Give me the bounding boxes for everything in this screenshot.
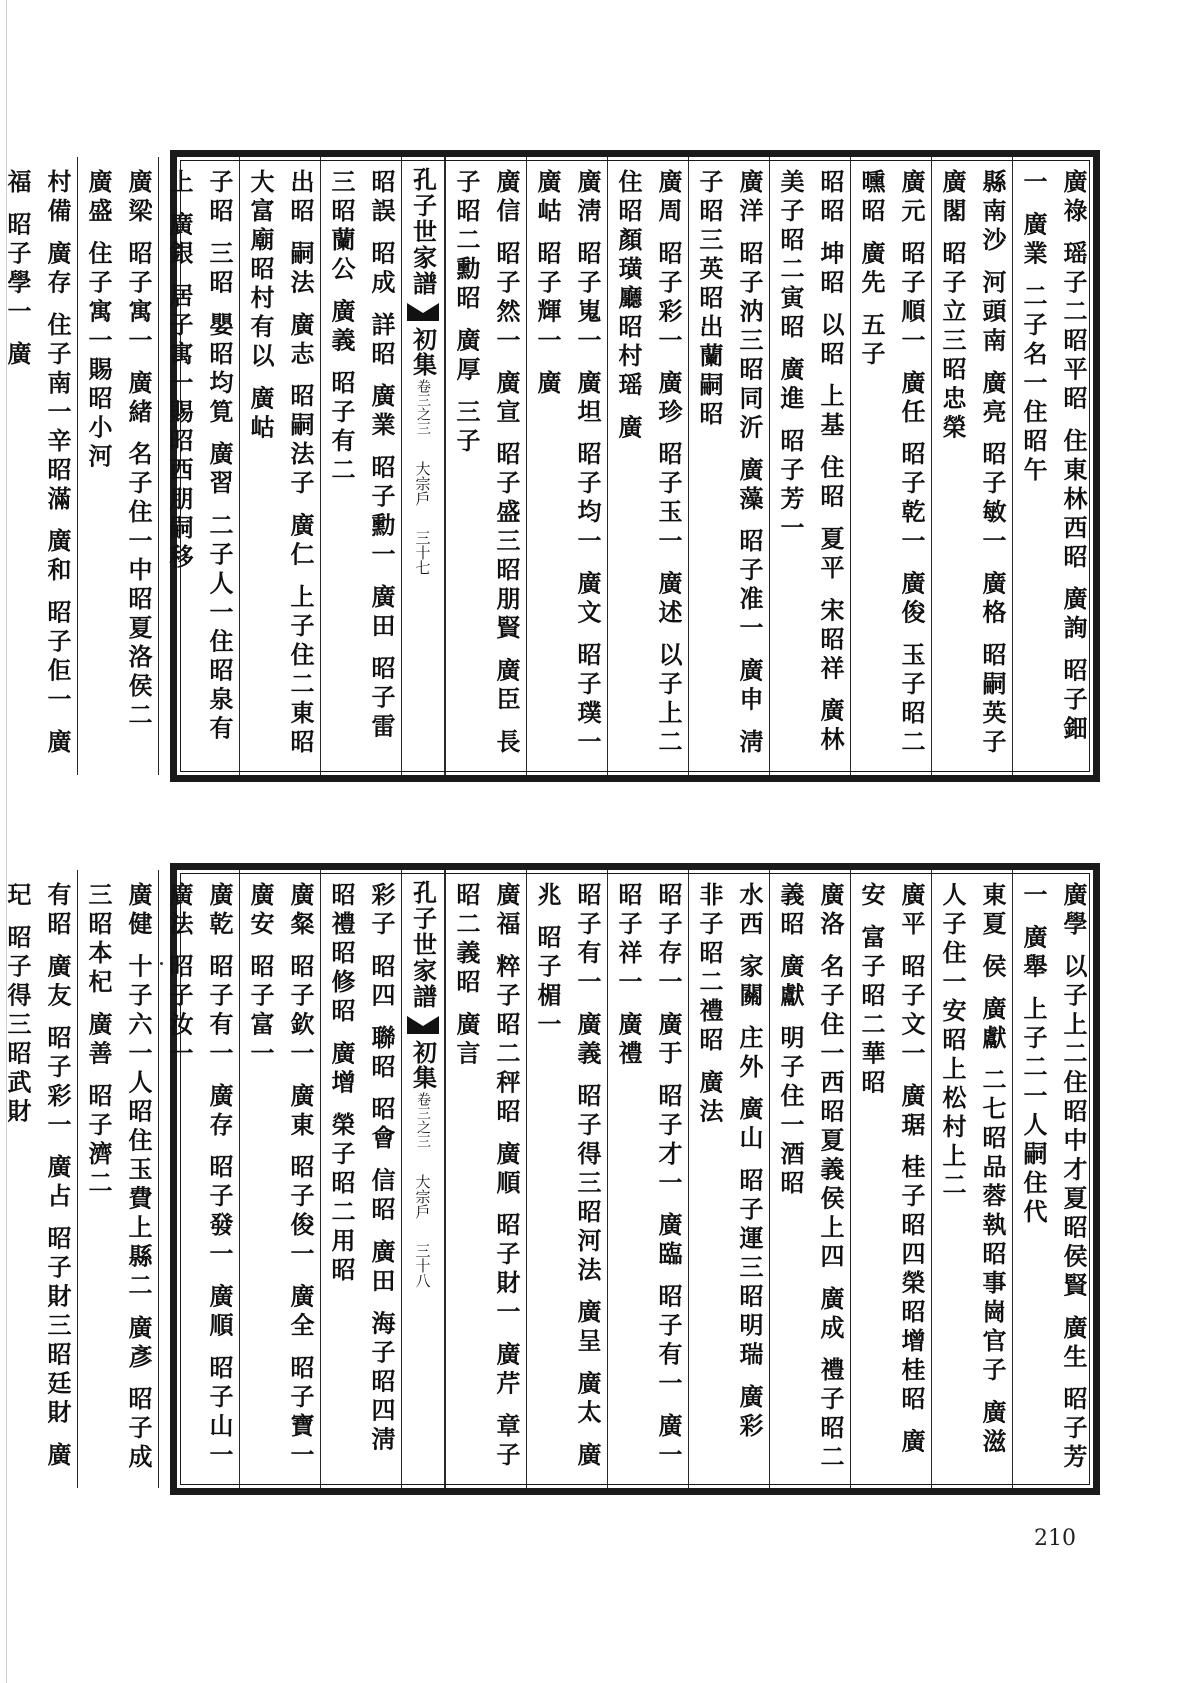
text-column bbox=[526, 157, 607, 775]
column-text: 廣淸 昭子嵬一 廣坦 昭子均一 廣文 昭子璞一 廣岵 昭子輝一 廣 bbox=[533, 169, 602, 772]
leaf-number: 三十八 bbox=[413, 1243, 432, 1288]
column-text: 廣學 以子上二住昭中才夏昭侯賢 廣生 昭子芳一 廣舉 上子二一人嗣住代 bbox=[1019, 882, 1088, 1474]
text-column bbox=[931, 157, 1012, 775]
column-text: 廣福 粹子昭二秤昭 廣順 昭子財一 廣芹 章子昭二義昭 廣言 bbox=[452, 882, 521, 1471]
text-column bbox=[445, 157, 526, 775]
page-spine bbox=[401, 870, 445, 1488]
column-text: 水西 家關 庄外 廣山 昭子運三昭明瑞 廣彩 非子昭二禮昭 廣法 bbox=[695, 882, 764, 1456]
text-column bbox=[931, 870, 1012, 1488]
collection-label: 初集 bbox=[408, 1040, 438, 1090]
column-text: 村備 廣存 住子南一辛昭滿 廣和 昭子佢一 廣福 昭子學一 廣 bbox=[3, 169, 72, 758]
column-text: 縣南沙 河頭南 廣亮 昭子敏一 廣格 昭嗣英子 廣閣 昭子立三昭忠榮 bbox=[938, 169, 1007, 772]
text-column bbox=[769, 157, 850, 775]
column-text: 廣周 昭子彩一 廣珍 昭子玉一 廣述 以子上二住昭顏璜廳昭村瑶 廣 bbox=[614, 169, 683, 758]
column-text: 廣健 十子六一人昭住玉費上縣二 廣彥 昭子成三昭本杞 廣善 昭子濟二 bbox=[84, 882, 153, 1474]
column-text: 廣洛 名子住一西昭夏義侯上四 廣成 禮子昭二義昭 廣獻 明子住一酒昭 bbox=[776, 882, 845, 1474]
text-column bbox=[688, 157, 769, 775]
volume-label: 卷三之三 bbox=[415, 1092, 431, 1148]
column-text: 廣祿 瑶子二昭平昭 住東林西昭 廣詢 昭子鈿一 廣業 二子名一住昭午 bbox=[1019, 169, 1088, 745]
column-text: 廣平 昭子文一 廣琚 桂子昭四榮昭增桂昭 廣安 富子昭二華昭 bbox=[857, 882, 926, 1458]
column-text: 廣元 昭子順一 廣任 昭子乾一 廣俊 玉子昭二曛昭 廣先 五子 bbox=[857, 169, 926, 758]
fishtail-mark-icon bbox=[407, 303, 439, 321]
text-column bbox=[0, 157, 77, 775]
text-column bbox=[77, 157, 158, 775]
column-text: 子昭 三昭 嬰昭均筧 廣習 二子人一住昭泉有上 廣銀 居子寓一賜昭西朋嗣移 bbox=[165, 169, 234, 745]
column-text: 東夏 侯 廣獻 二七昭品蓉執昭事崗官子 廣滋 人子住一安昭上松村上二 bbox=[938, 882, 1007, 1471]
text-column bbox=[1012, 870, 1093, 1488]
column-text: 廣乾 昭子有一 廣存 昭子發一 廣順 昭子山一 廣法 昭子汝一 bbox=[165, 882, 234, 1485]
column-text: 廣信 昭子然一 廣宣 昭子盛三昭朋賢 廣臣 長子昭二勳昭 廣厚 三子 bbox=[452, 169, 521, 758]
fishtail-mark-icon bbox=[407, 1016, 439, 1034]
column-text: 出昭 嗣法 廣志 昭嗣法子 廣仁 上子住二東昭大富廟昭村有以 廣岵 bbox=[246, 169, 315, 758]
house-label: 大宗戶 bbox=[413, 461, 432, 506]
genealogy-page-bottom bbox=[3, 863, 1100, 1495]
text-column bbox=[239, 157, 320, 775]
text-column bbox=[607, 157, 688, 775]
text-column bbox=[0, 870, 77, 1488]
column-text: 昭子存一 廣于 昭子才一 廣臨 昭子有一 廣一 昭子祥一 廣禮 bbox=[614, 882, 683, 1485]
page-number: 210 bbox=[1034, 1526, 1076, 1551]
leaf-number: 三十七 bbox=[413, 530, 432, 575]
column-text: 昭昭 坤昭 以昭 上基 住昭 夏平 宋昭祥 廣林 美子昭二寅昭 廣進 昭子芳一 bbox=[776, 169, 845, 769]
genealogy-page-top bbox=[3, 150, 1100, 782]
text-column bbox=[320, 157, 401, 775]
text-column bbox=[526, 870, 607, 1488]
text-column bbox=[769, 870, 850, 1488]
text-column bbox=[445, 870, 526, 1488]
column-text: 有昭 廣友 昭子彩一 廣占 昭子財三昭廷財 廣玘 昭子得三昭武財 bbox=[3, 882, 72, 1471]
text-column bbox=[850, 870, 931, 1488]
column-text: 廣梁 昭子寓一 廣緒 名子住一中昭夏洛侯二 廣盛 住子寓一賜昭小河 bbox=[84, 169, 153, 745]
text-column bbox=[688, 870, 769, 1488]
house-label: 大宗戶 bbox=[413, 1174, 432, 1219]
text-column bbox=[158, 157, 239, 775]
volume-label: 卷三之三 bbox=[415, 379, 431, 435]
column-text: 昭誤 昭成 詳昭 廣業 昭子勳一 廣田 昭子雷三昭蘭公 廣義 昭子有二 bbox=[327, 169, 396, 743]
text-column bbox=[239, 870, 320, 1488]
text-column bbox=[607, 870, 688, 1488]
text-column bbox=[320, 870, 401, 1488]
book-title: 孔子世家譜 bbox=[408, 167, 438, 297]
column-text: 昭子有一 廣義 昭子得三昭河法 廣呈 廣太 廣兆 昭子楣一 bbox=[533, 882, 602, 1471]
column-text: 彩子 昭四 聯昭 昭會 信昭 廣田 海子昭四淸昭禮昭修昭 廣增 榮子昭二用昭 bbox=[327, 882, 396, 1456]
text-column bbox=[850, 157, 931, 775]
collection-label: 初集 bbox=[408, 327, 438, 377]
text-column bbox=[158, 870, 239, 1488]
text-column bbox=[77, 870, 158, 1488]
column-text: 廣洋 昭子汭三昭同沂 廣藻 昭子准一 廣申 淸子昭三英昭出蘭嗣昭 bbox=[695, 169, 764, 758]
column-text: 廣粲 昭子欽一 廣東 昭子俊一 廣全 昭子寶一 廣安 昭子富一 bbox=[246, 882, 315, 1485]
text-column bbox=[1012, 157, 1093, 775]
book-title: 孔子世家譜 bbox=[408, 880, 438, 1010]
page-spine bbox=[401, 157, 445, 775]
